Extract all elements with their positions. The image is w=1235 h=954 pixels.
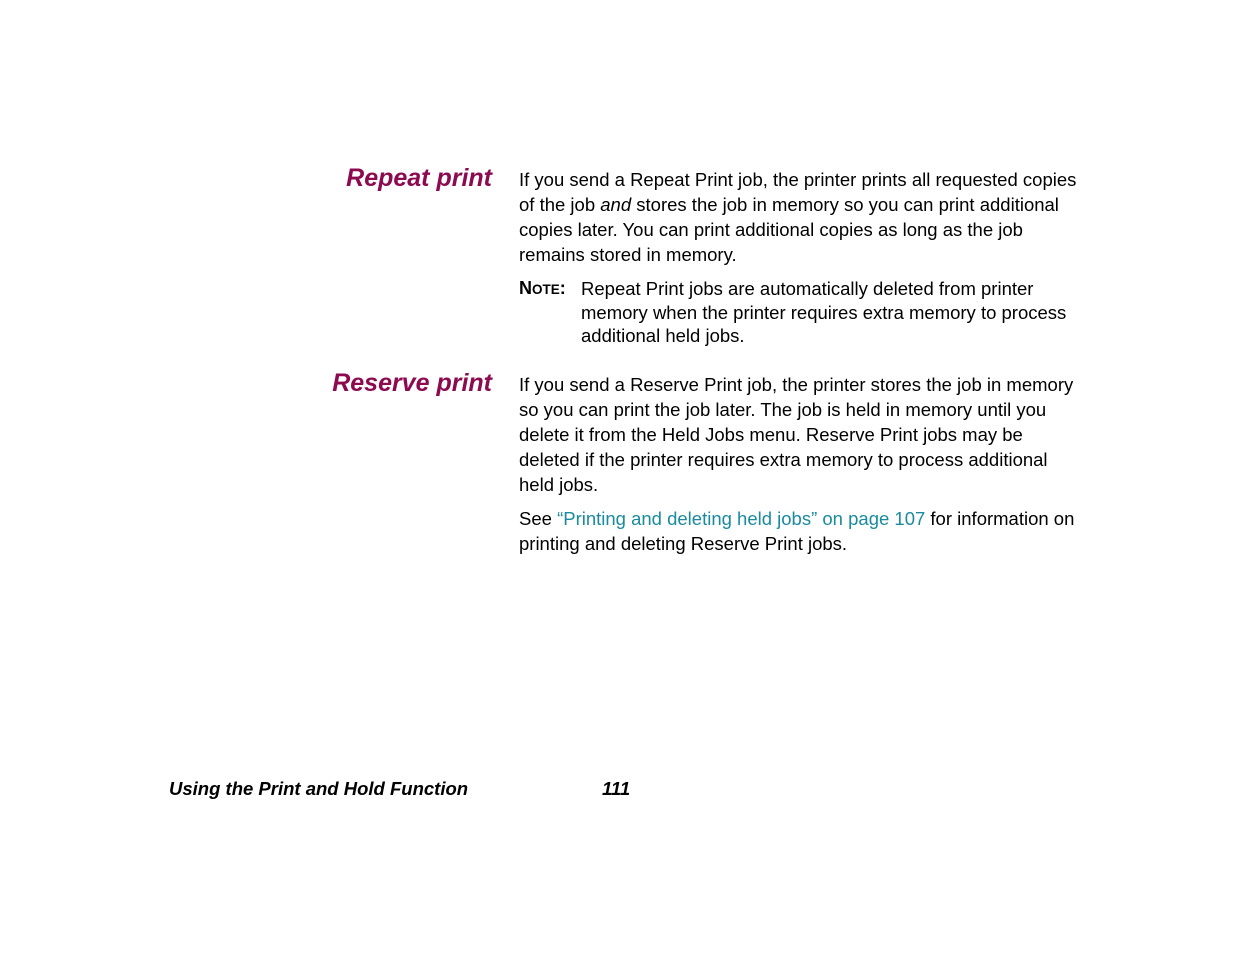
paragraph-line: remains stored in memory.	[519, 244, 737, 265]
paragraph-line: delete it from the Held Jobs menu. Reserve Print jobs may be	[519, 424, 1023, 445]
cross-reference-link[interactable]: “Printing and deleting held jobs” on page 107	[557, 508, 926, 529]
paragraph-line: printing and deleting Reserve Print jobs.	[519, 533, 848, 554]
see-also-paragraph	[519, 506, 1087, 556]
paragraph-line: If you send a Repeat Print job, the printer prints all requested copies	[519, 169, 1077, 190]
note-line: additional held jobs.	[581, 325, 745, 346]
note-text	[581, 277, 1087, 348]
emphasis-text: and	[600, 194, 632, 215]
footer-page-number: 111	[602, 778, 631, 799]
paragraph-line	[519, 506, 1087, 531]
repeat-print-paragraph	[519, 167, 1087, 267]
paragraph-line: deleted if the printer requires extra memory to process additional	[519, 449, 1048, 470]
note-line: Repeat Print jobs are automatically deleted from printer	[581, 278, 1034, 299]
note-label-smallcaps: OTE	[532, 282, 560, 297]
note-label-initial: N	[519, 278, 532, 298]
note-label	[519, 277, 566, 302]
paragraph-line: held jobs.	[519, 474, 599, 495]
paragraph-line: If you send a Reserve Print job, the printer stores the job in memory	[519, 374, 1074, 395]
paragraph-line: so you can print the job later. The job is held in memory until you	[519, 399, 1047, 420]
footer-chapter-title: Using the Print and Hold Function	[169, 778, 469, 799]
heading-repeat-print: Repeat print	[346, 164, 492, 192]
paragraph-line	[519, 192, 1087, 217]
note-label-colon: :	[559, 278, 566, 298]
paragraph-text: See	[519, 508, 558, 529]
paragraph-text: for information on	[925, 508, 1075, 529]
paragraph-text: of the job	[519, 194, 601, 215]
note-line: memory when the printer requires extra memory to process	[581, 301, 1067, 323]
reserve-print-paragraph	[519, 372, 1087, 497]
paragraph-text: stores the job in memory so you can print additional	[631, 194, 1059, 215]
paragraph-line: copies later. You can print additional copies as long as the job	[519, 219, 1023, 240]
heading-reserve-print: Reserve print	[332, 369, 492, 397]
